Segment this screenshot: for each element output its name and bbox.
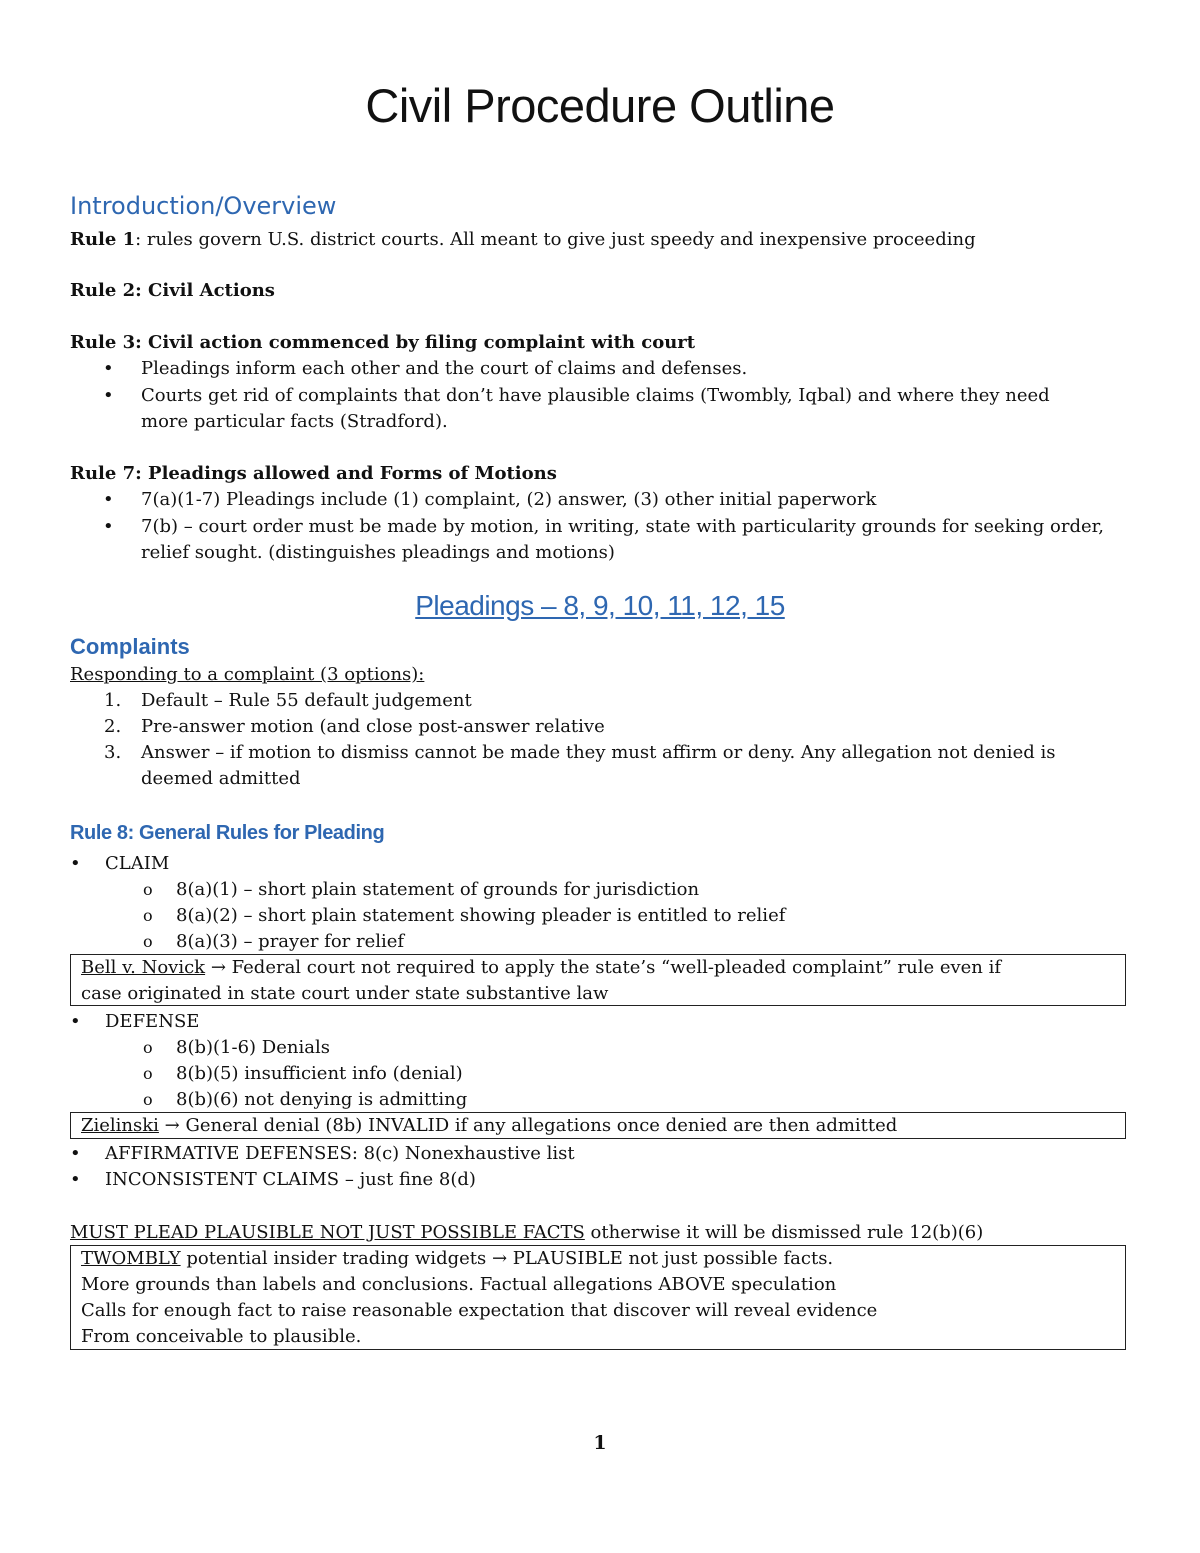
- rule7-bullet-1: 7(a)(1-7) Pleadings include (1) complaint, (2) answer, (3) other initial paperwork: [141, 489, 877, 510]
- option-text: Pre-answer motion (and close post-answer relative: [141, 716, 605, 737]
- sub-bullet-icon: o: [143, 932, 153, 951]
- page-number: 1: [593, 1432, 607, 1454]
- page-title: Civil Procedure Outline: [365, 79, 835, 132]
- bullet-icon: •: [103, 489, 114, 510]
- bell-line-2: case originated in state court under state substantive law: [81, 983, 609, 1004]
- rule2-line: [70, 278, 275, 304]
- sub-bullet-icon: o: [143, 906, 153, 925]
- option-number: 3.: [104, 742, 122, 763]
- zielinski-case-box: [70, 1112, 1126, 1139]
- complaints-heading: Complaints: [70, 634, 190, 659]
- must-plead-rest: otherwise it will be dismissed rule 12(b)(6): [584, 1222, 984, 1243]
- sub-bullet-icon: o: [143, 1090, 153, 1109]
- twombly-text-1a: potential insider trading widgets: [180, 1248, 492, 1269]
- twombly-line-4: From conceivable to plausible.: [81, 1326, 362, 1347]
- sub-bullet-icon: o: [143, 1038, 153, 1057]
- rule2-text: : Civil Actions: [135, 280, 275, 301]
- twombly-case-name: TWOMBLY: [81, 1248, 181, 1269]
- sub-bullet-icon: o: [143, 880, 153, 899]
- must-plead-caps: MUST PLEAD PLAUSIBLE NOT JUST POSSIBLE FACTS: [70, 1222, 585, 1243]
- must-plead-line: [70, 1220, 983, 1246]
- bell-line-1: [81, 955, 1125, 981]
- bullet-icon: •: [70, 1143, 81, 1164]
- rule3-line: [70, 330, 695, 356]
- bullet-icon: •: [103, 516, 114, 537]
- option-number: 2.: [104, 716, 122, 737]
- twombly-line-3: Calls for enough fact to raise reasonable expectation that discover will reveal evidence: [81, 1300, 878, 1321]
- arrow-icon: →: [210, 957, 226, 978]
- bullet-icon: •: [70, 1011, 81, 1032]
- rule1-label: Rule 1: [70, 229, 136, 250]
- zielinski-line: [81, 1113, 1125, 1139]
- rule1-text: : rules govern U.S. district courts. All meant to give just speedy and inexpensive proceeding: [135, 229, 976, 250]
- bell-text-1: Federal court not required to apply the state’s “well-pleaded complaint” rule even if: [225, 957, 1002, 978]
- rule3-bullet-1: Pleadings inform each other and the court of claims and defenses.: [141, 358, 748, 379]
- bullet-icon: •: [70, 1169, 81, 1190]
- rule7-line: [70, 461, 557, 487]
- claim-item: 8(a)(3) – prayer for relief: [176, 931, 405, 952]
- defense-item: 8(b)(5) insufficient info (denial): [176, 1063, 463, 1084]
- responding-label: Responding to a complaint (3 options):: [70, 664, 425, 685]
- rule3-label: Rule 3: [70, 332, 136, 353]
- claim-item: 8(a)(1) – short plain statement of grounds for jurisdiction: [176, 879, 700, 900]
- defense-item: 8(b)(6) not denying is admitting: [176, 1089, 468, 1110]
- rule3-text: : Civil action commenced by filing complaint with court: [135, 332, 696, 353]
- zielinski-text: General denial (8b) INVALID if any allegations once denied are then admitted: [179, 1115, 898, 1136]
- option-text: Answer – if motion to dismiss cannot be made they must affirm or deny. Any allegation not denied is deemed admitted: [141, 742, 1056, 789]
- twombly-line-1: [81, 1246, 1125, 1272]
- pleadings-heading: Pleadings – 8, 9, 10, 11, 12, 15: [415, 590, 785, 621]
- affirmative-defenses: AFFIRMATIVE DEFENSES: 8(c) Nonexhaustive list: [105, 1143, 575, 1164]
- zielinski-case-name: Zielinski: [81, 1115, 159, 1136]
- twombly-text-1b: PLAUSIBLE not just possible facts.: [507, 1248, 834, 1269]
- defense-item: 8(b)(1-6) Denials: [176, 1037, 330, 1058]
- sub-bullet-icon: o: [143, 1064, 153, 1083]
- option-number: 1.: [104, 690, 122, 711]
- rule7-bullet-2: 7(b) – court order must be made by motion, in writing, state with particularity grounds for seeking order, relief sought. (distinguishes pleadings and motions): [141, 516, 1104, 563]
- bell-case-box: [70, 954, 1126, 1006]
- twombly-case-box: [70, 1245, 1126, 1350]
- arrow-icon: →: [164, 1115, 180, 1136]
- claim-item: 8(a)(2) – short plain statement showing pleader is entitled to relief: [176, 905, 786, 926]
- bullet-icon: •: [70, 853, 81, 874]
- rule7-label: Rule 7: [70, 463, 136, 484]
- bullet-icon: •: [103, 358, 114, 379]
- rule3-bullet-2: Courts get rid of complaints that don’t have plausible claims (Twombly, Iqbal) and where they need more particular facts (Stradford).: [141, 385, 1050, 432]
- bullet-icon: •: [103, 385, 114, 406]
- rule2-label: Rule 2: [70, 280, 136, 301]
- inconsistent-claims: INCONSISTENT CLAIMS – just fine 8(d): [105, 1169, 476, 1190]
- bell-case-name: Bell v. Novick: [81, 957, 206, 978]
- rule8-heading: Rule 8: General Rules for Pleading: [70, 822, 385, 844]
- rule1-line: [70, 227, 976, 253]
- option-text: Default – Rule 55 default judgement: [141, 690, 472, 711]
- defense-label: DEFENSE: [105, 1011, 200, 1032]
- intro-heading: Introduction/Overview: [70, 192, 337, 220]
- twombly-line-2: More grounds than labels and conclusions. Factual allegations ABOVE speculation: [81, 1274, 837, 1295]
- rule7-text: : Pleadings allowed and Forms of Motions: [135, 463, 557, 484]
- claim-label: CLAIM: [105, 853, 170, 874]
- arrow-icon: →: [491, 1248, 508, 1269]
